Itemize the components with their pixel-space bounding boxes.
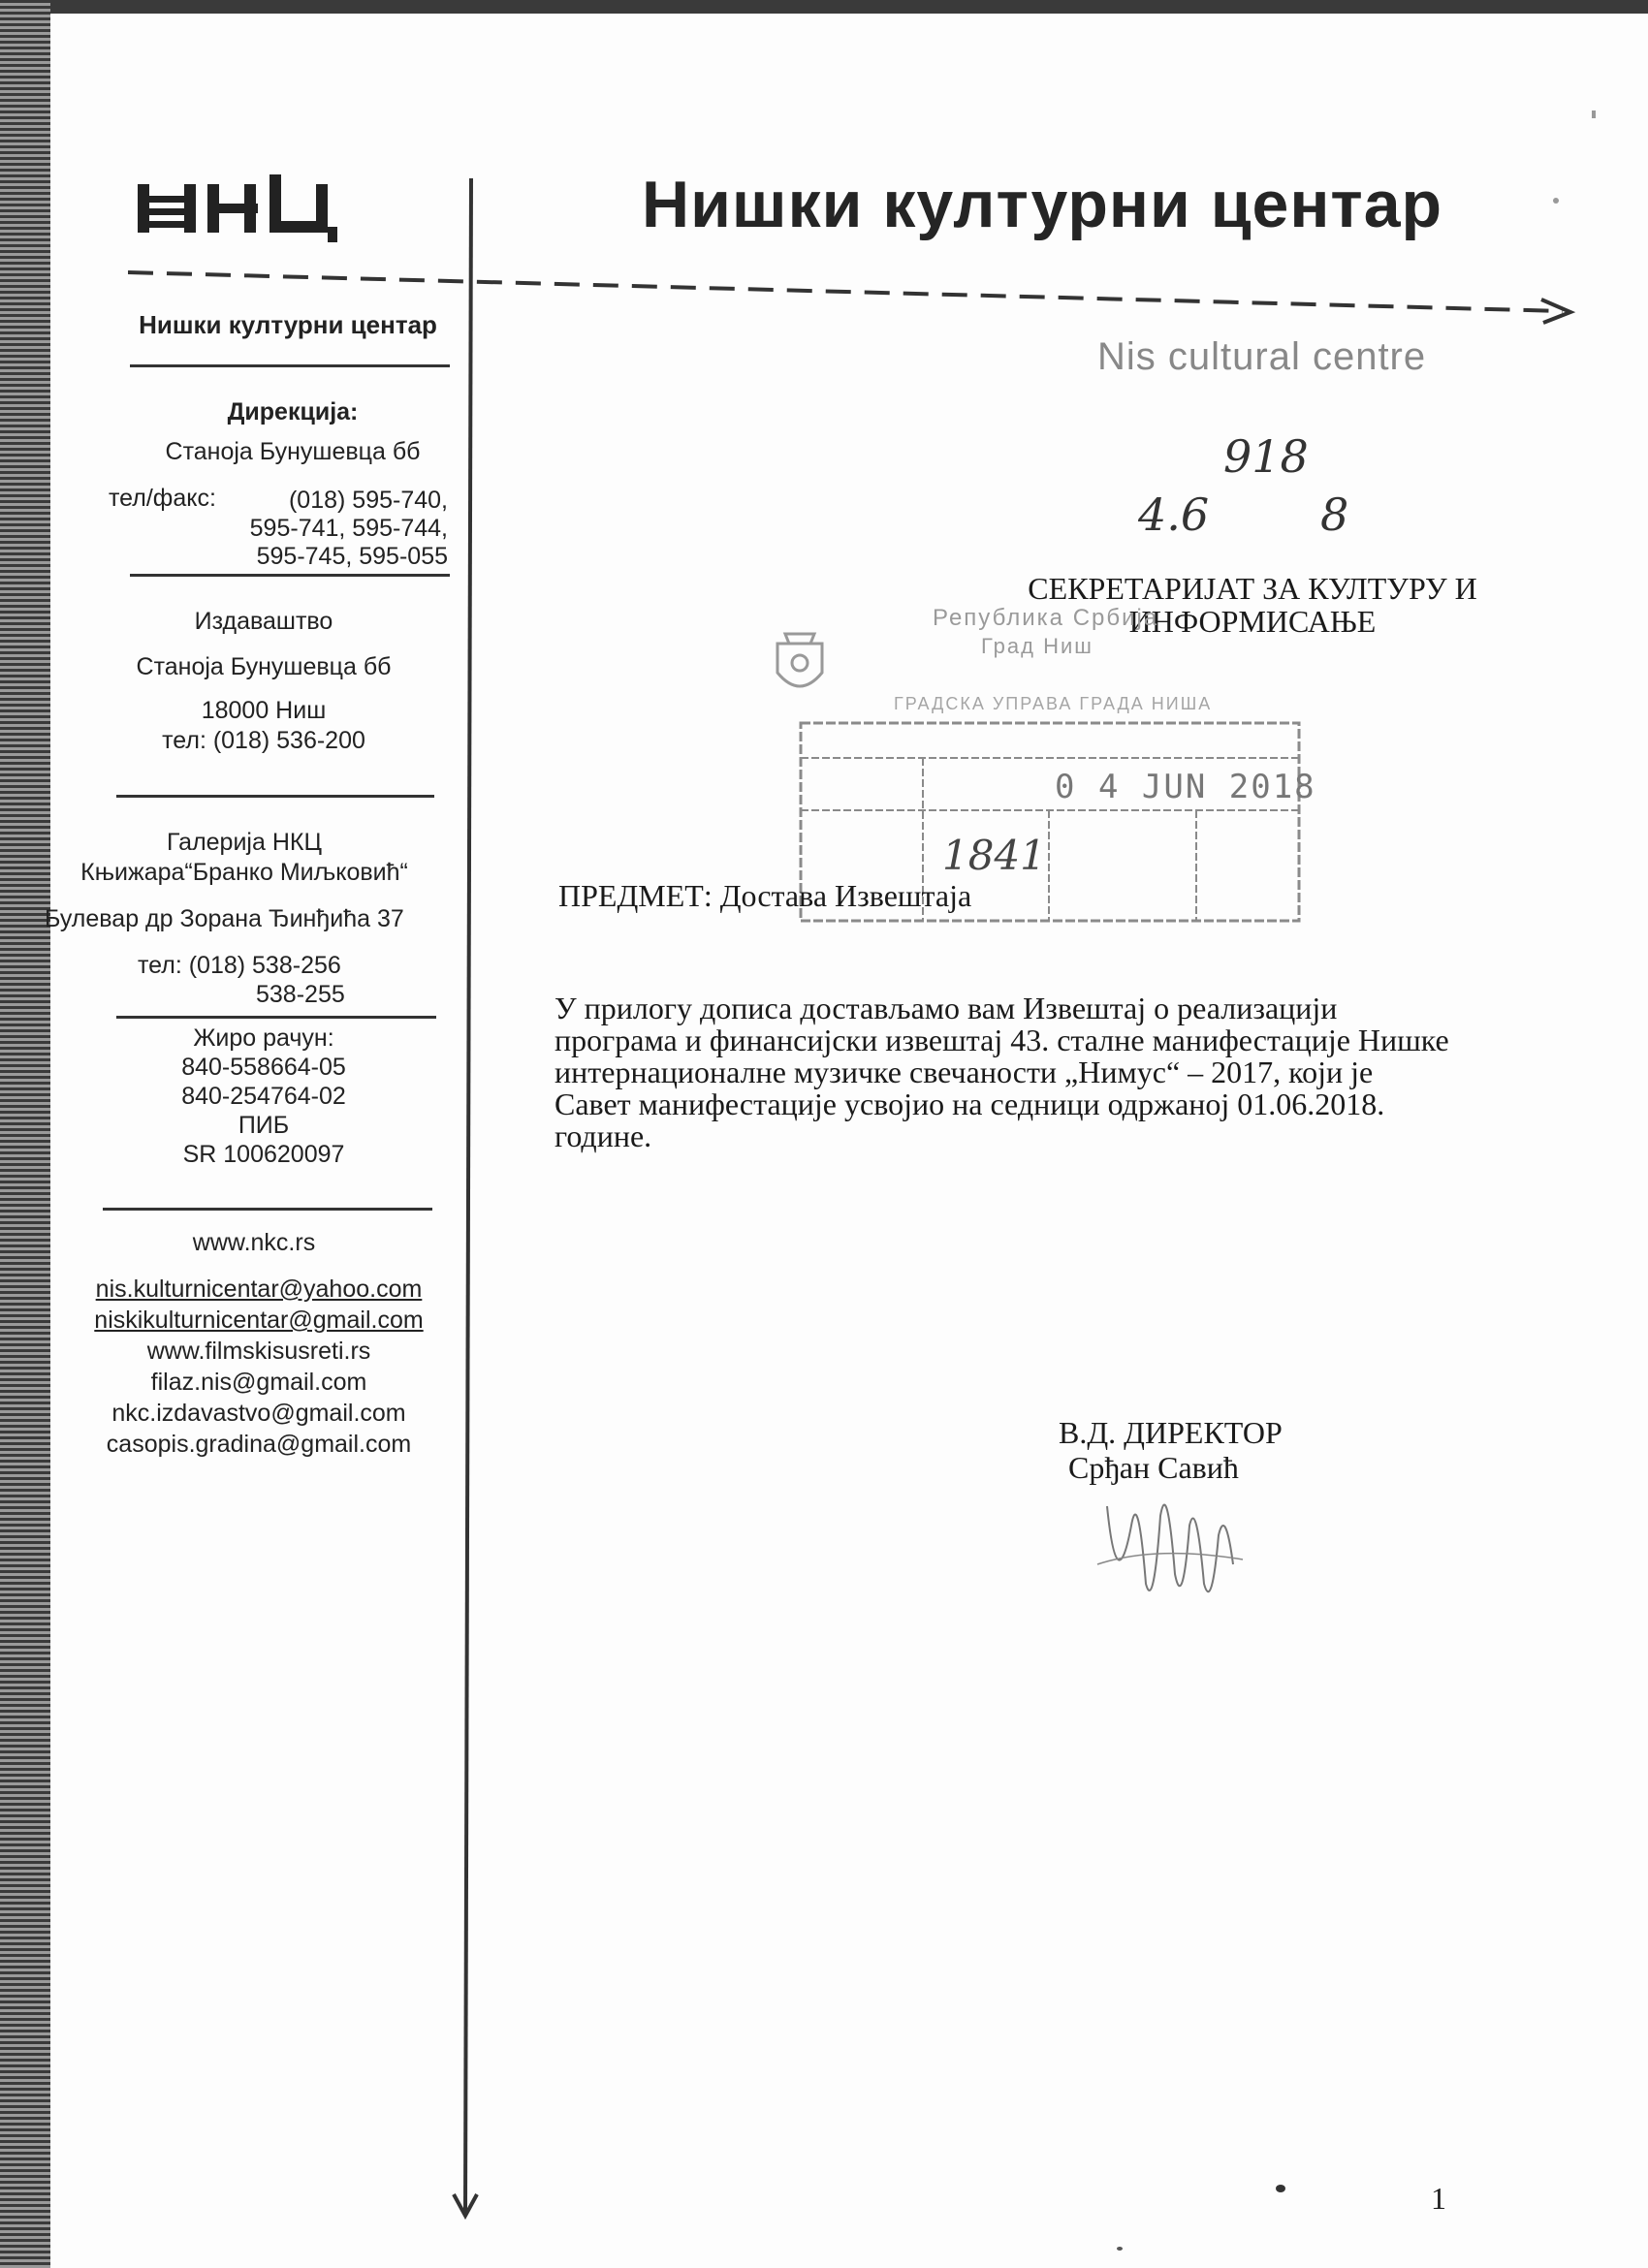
direkcija-phones-1: (018) 595-740, [288,487,448,514]
direkcija-phones-2: 595-741, 595-744, [249,515,448,542]
galerija-line2: Књижара“Бранко Миљковић“ [80,859,408,886]
sidebar-org-name: Нишки културни центар [139,310,437,339]
contact-website[interactable]: www.nkc.rs [192,1229,316,1256]
header-subtitle: Nis cultural centre [1097,335,1427,378]
body-line-5: године. [555,1118,652,1153]
sidebar-divider [116,1016,436,1019]
sidebar-vertical-arrow [448,178,487,2243]
coat-of-arms-icon [768,624,832,702]
sidebar-contacts [60,1227,448,1258]
page-number: 1 [1431,2181,1446,2216]
document-page [45,14,1648,2268]
scan-border-left [0,0,50,2268]
stamp-line-2: Град Ниш [981,634,1093,658]
sidebar-izdavastvo [109,607,419,756]
scan-speck [1117,2247,1123,2251]
sidebar-bank [109,1024,419,1169]
contact-website-2[interactable]: www.filmskisusreti.rs [146,1338,371,1365]
izdavastvo-address: Станоја Бунушевца бб [136,653,392,680]
bank-heading: Жиро рачун: [193,1024,334,1052]
galerija-phone1: тел: (018) 538-256 [138,952,341,979]
stamp-reg-number: 1841 [942,832,1046,879]
sidebar-divider [103,1208,432,1211]
body-line-1: У прилогу дописа достављамо вам Извештај о реализацији [555,991,1338,1025]
contact-list [60,1274,458,1460]
contact-email-5[interactable]: casopis.gradina@gmail.com [106,1431,412,1458]
izdavastvo-phone: тел: (018) 536-200 [162,727,365,754]
direkcija-phone-label: тел/факс: [109,485,216,512]
signature-title: В.Д. ДИРЕКТОР [1059,1415,1283,1450]
izdavastvo-heading: Издаваштво [194,608,333,635]
stamp-line-1: Република Србија [933,605,1159,631]
sidebar-galerija [60,828,428,888]
recipient-line-2: ИНФОРМИСАЊЕ [1128,604,1377,639]
scan-speck [1592,110,1596,118]
galerija-address: Булевар др Зорана Ђинђића 37 [45,905,404,932]
handwritten-signature [1078,1467,1272,1622]
scan-speck [1276,2185,1285,2192]
stamp-date: 0 4 JUN 2018 [1055,768,1316,806]
galerija-phone2: 538-255 [256,981,345,1008]
body-line-3: интернационалне музичке свечаности „Нимус“ – 2017, који је [555,1055,1374,1089]
contact-email-1[interactable]: nis.kulturnicentar@yahoo.com [95,1276,423,1303]
direkcija-heading: Дирекција: [227,398,359,425]
nkc-logo [138,171,341,248]
contact-email-4[interactable]: nkc.izdavastvo@gmail.com [111,1400,406,1427]
contact-email-3[interactable]: filaz.nis@gmail.com [150,1369,367,1396]
header-title: Нишки културни центар [642,168,1443,241]
logo-text [138,171,140,172]
sidebar-divider [116,795,434,798]
izdavastvo-city: 18000 Ниш [201,697,327,724]
letter-body [555,992,1582,1152]
handwritten-number-3: 8 [1320,488,1349,541]
scan-speck [1553,198,1559,204]
sidebar-divider [130,364,450,367]
stamp-line-3: ГРАДСКА УПРАВА ГРАДА НИША [894,694,1213,713]
galerija-line1: Галерија НКЦ [167,829,322,856]
pib-label: ПИБ [238,1112,290,1139]
recipient-line-1: СЕКРЕТАРИЈАТ ЗА КУЛТУРУ И [1028,571,1477,606]
sidebar-direkcija [109,397,477,467]
bank-acc1: 840-558664-05 [181,1054,346,1081]
handwritten-number-1: 918 [1223,430,1309,483]
pib-value: SR 100620097 [182,1141,345,1168]
body-line-2: програма и финансијски извештај 43. сталне манифестације Нишке [555,1023,1449,1057]
contact-email-2[interactable]: niskikulturnicentar@gmail.com [94,1307,424,1334]
direkcija-address: Станоја Бунушевца бб [165,438,421,465]
direkcija-phones-3: 595-745, 595-055 [256,543,448,570]
handwritten-number-2: 4.6 [1138,488,1210,541]
body-line-4: Савет манифестације усвојио на седници одржаној 01.06.2018. [555,1087,1385,1121]
direkcija-phones [206,487,448,571]
scan-border-top [0,0,1648,14]
subject-line: ПРЕДМЕТ: Достава Извештаја [558,878,972,913]
signature-name: Срђан Савић [1068,1450,1239,1485]
bank-acc2: 840-254764-02 [181,1083,346,1110]
sidebar-divider [130,574,450,577]
